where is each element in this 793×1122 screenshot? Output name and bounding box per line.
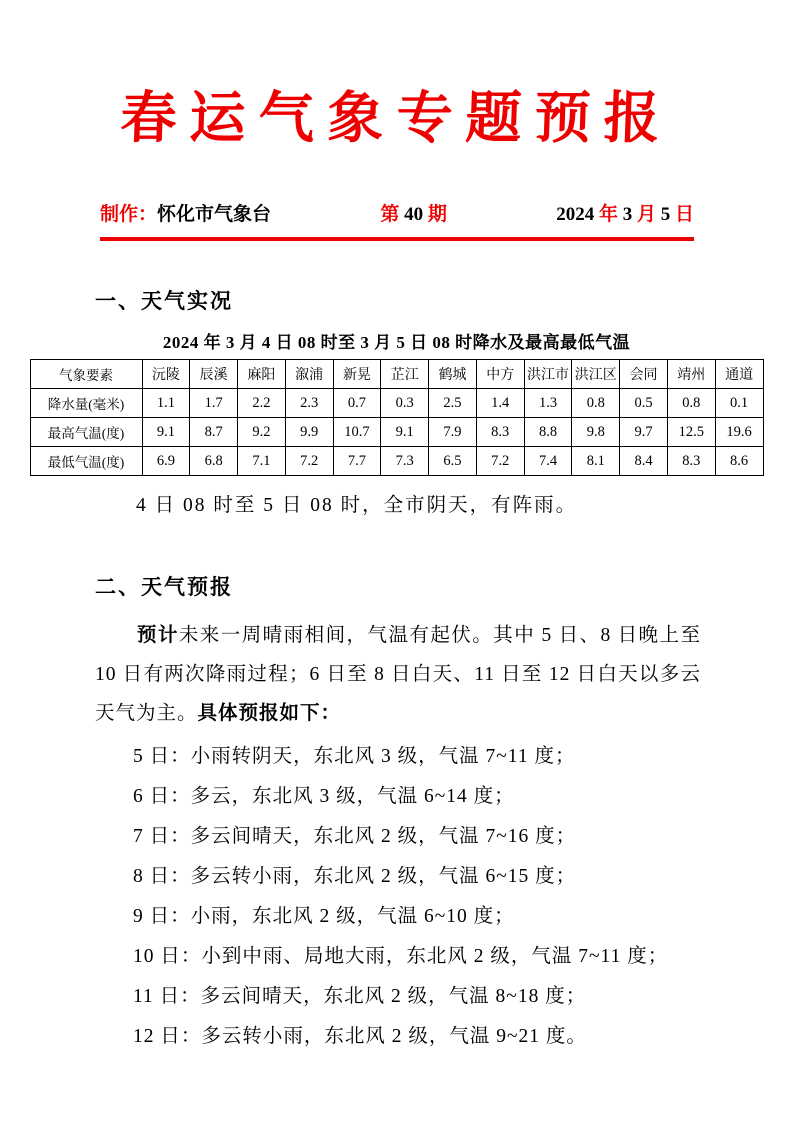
- data-cell: 0.8: [572, 389, 620, 418]
- intro-tail: 具体预报如下：: [197, 702, 342, 725]
- header-cell: 麻阳: [238, 360, 286, 389]
- data-cell: 8.3: [667, 447, 715, 476]
- data-cell: 9.9: [285, 418, 333, 447]
- data-cell: 9.2: [238, 418, 286, 447]
- header-cell: 鹤城: [429, 360, 477, 389]
- producer-name: 怀化市气象台: [157, 204, 272, 226]
- row-label: 最低气温(度): [30, 447, 142, 476]
- header-cell: 新晃: [333, 360, 381, 389]
- weather-summary: 4 日 08 时至 5 日 08 时，全市阴天，有阵雨。: [135, 495, 578, 517]
- date-day: 5: [660, 204, 671, 226]
- data-cell: 8.7: [190, 418, 238, 447]
- data-cell: 19.6: [715, 418, 763, 447]
- forecast-day-7: 7 日：多云间晴天，东北风 2 级，气温 7~16 度；: [133, 826, 577, 848]
- data-cell: 8.4: [620, 447, 668, 476]
- table-row-max-temp: [30, 418, 763, 447]
- header-cell: 洪江区: [572, 360, 620, 389]
- header-cell: 通道: [715, 360, 763, 389]
- weather-table-title: 2024 年 3 月 4 日 08 时至 3 月 5 日 08 时降水及最高最低气温: [162, 333, 631, 353]
- data-cell: 12.5: [667, 418, 715, 447]
- data-cell: 0.5: [620, 389, 668, 418]
- masthead-info-row: [100, 202, 694, 241]
- data-cell: 10.7: [333, 418, 381, 447]
- data-cell: 7.7: [333, 447, 381, 476]
- data-cell: 0.8: [667, 389, 715, 418]
- data-cell: 2.3: [285, 389, 333, 418]
- data-cell: 6.8: [190, 447, 238, 476]
- document-title: 春运气象专题预报: [119, 85, 674, 151]
- intro-lead: 预计: [136, 624, 179, 647]
- header-cell: 沅陵: [142, 360, 190, 389]
- data-cell: 0.7: [333, 389, 381, 418]
- data-cell: 2.5: [429, 389, 477, 418]
- section2-heading: 二、天气预报: [95, 576, 233, 600]
- header-cell: 溆浦: [285, 360, 333, 389]
- date-year-unit: 年: [598, 204, 618, 226]
- forecast-day-6: 6 日：多云，东北风 3 级，气温 6~14 度；: [133, 786, 515, 808]
- data-cell: 7.2: [285, 447, 333, 476]
- data-cell: 8.6: [715, 447, 763, 476]
- section1-heading: 一、天气实况: [95, 290, 233, 314]
- header-cell: 中方: [476, 360, 524, 389]
- data-cell: 2.2: [238, 389, 286, 418]
- header-cell: 芷江: [381, 360, 429, 389]
- data-cell: 9.1: [142, 418, 190, 447]
- header-cell: 洪江市: [524, 360, 572, 389]
- data-cell: 8.3: [476, 418, 524, 447]
- data-cell: 7.9: [429, 418, 477, 447]
- data-cell: 7.2: [476, 447, 524, 476]
- header-cell: 气象要素: [30, 360, 142, 389]
- issue-number: [380, 202, 447, 228]
- date-month: 3: [622, 204, 633, 226]
- daily-forecast-list: [133, 743, 733, 1050]
- data-cell: 1.7: [190, 389, 238, 418]
- table-header-row: [30, 360, 763, 389]
- issue-date: [556, 202, 694, 228]
- table-row-precipitation: [30, 389, 763, 418]
- data-cell: 9.8: [572, 418, 620, 447]
- forecast-day-12: 12 日：多云转小雨，东北风 2 级，气温 9~21 度。: [133, 1026, 587, 1048]
- data-cell: 7.4: [524, 447, 572, 476]
- data-cell: 9.1: [381, 418, 429, 447]
- header-cell: 辰溪: [190, 360, 238, 389]
- producer: [100, 202, 271, 228]
- forecast-intro: [95, 616, 701, 733]
- forecast-day-5: 5 日：小雨转阴天，东北风 3 级，气温 7~11 度；: [133, 746, 576, 768]
- data-cell: 7.3: [381, 447, 429, 476]
- forecast-day-9: 9 日：小雨，东北风 2 级，气温 6~10 度；: [133, 906, 515, 928]
- header-cell: 会同: [620, 360, 668, 389]
- issue-suffix: 期: [427, 204, 447, 226]
- date-day-unit: 日: [674, 204, 694, 226]
- forecast-day-11: 11 日：多云间晴天，东北风 2 级，气温 8~18 度；: [133, 986, 587, 1008]
- data-cell: 1.1: [142, 389, 190, 418]
- date-year: 2024: [556, 204, 595, 226]
- data-cell: 9.7: [620, 418, 668, 447]
- data-cell: 1.3: [524, 389, 572, 418]
- intro-body: 未来一周晴雨相间，气温有起伏。其中 5 日、8 日晚上至 10 日有两次降雨过程；6 日至 8 日白天、11 日至 12 日白天以多云天气为主。: [95, 625, 701, 725]
- forecast-day-8: 8 日：多云转小雨，东北风 2 级，气温 6~15 度；: [133, 866, 577, 888]
- data-cell: 6.9: [142, 447, 190, 476]
- data-cell: 7.1: [238, 447, 286, 476]
- row-label: 最高气温(度): [30, 418, 142, 447]
- data-cell: 8.8: [524, 418, 572, 447]
- forecast-day-10: 10 日：小到中雨、局地大雨，东北风 2 级，气温 7~11 度；: [133, 946, 669, 968]
- issue-prefix: 第: [380, 204, 400, 226]
- header-cell: 靖州: [667, 360, 715, 389]
- weather-table: [30, 359, 764, 476]
- table-row-min-temp: [30, 447, 763, 476]
- data-cell: 8.1: [572, 447, 620, 476]
- row-label: 降水量(毫米): [30, 389, 142, 418]
- date-month-unit: 月: [636, 204, 656, 226]
- issue-no: 40: [404, 204, 424, 226]
- data-cell: 6.5: [429, 447, 477, 476]
- data-cell: 0.3: [381, 389, 429, 418]
- data-cell: 1.4: [476, 389, 524, 418]
- data-cell: 0.1: [715, 389, 763, 418]
- producer-label: 制作：: [100, 204, 158, 226]
